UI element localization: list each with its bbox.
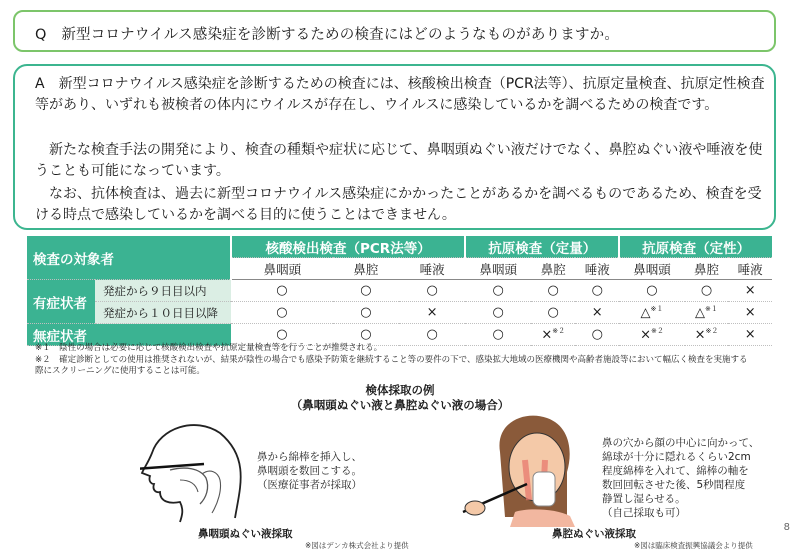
- result-cell: ○: [465, 280, 531, 302]
- row-label-within-9-days: 発症から９日目以内: [95, 280, 231, 302]
- question-box: [13, 10, 776, 52]
- caption-line: 綿球が十分に隠れるくらい2cm: [602, 451, 751, 463]
- example-subtitle: （鼻咽頭ぬぐい液と鼻腔ぬぐい液の場合）: [290, 398, 510, 412]
- subhead: 鼻腔: [531, 258, 575, 280]
- asymptomatic-header: 無症状者: [27, 324, 231, 346]
- caption-line: 静置し湿らせる。: [602, 493, 686, 505]
- footnote-ref: ※２: [552, 327, 566, 336]
- symptomatic-header: 有症状者: [27, 280, 95, 324]
- right-caption: [602, 436, 759, 520]
- left-label: 鼻咽頭ぬぐい液採取: [198, 528, 293, 540]
- subhead: 鼻咽頭: [231, 258, 333, 280]
- subhead: 鼻咽頭: [465, 258, 531, 280]
- test-type-table: [27, 236, 772, 346]
- result-cell: ×: [575, 302, 619, 324]
- table-row: [27, 302, 772, 324]
- result-cell: ○: [619, 280, 684, 302]
- result-cell: [685, 302, 729, 324]
- caption-line: 数回回転させた後、5秒間程度: [602, 479, 746, 491]
- result-cell: ○: [399, 280, 465, 302]
- subhead: 唾液: [399, 258, 465, 280]
- caption-line: 鼻から綿棒を挿入し、: [257, 451, 362, 463]
- result-cell: ○: [333, 280, 399, 302]
- result-cell: ○: [685, 280, 729, 302]
- result-mark: ×: [694, 327, 706, 343]
- caption-line: 鼻咽頭を数回こする。: [257, 465, 362, 477]
- answer-box: [13, 64, 776, 230]
- result-cell: [619, 302, 684, 324]
- result-cell: ○: [531, 302, 575, 324]
- result-cell: ○: [231, 302, 333, 324]
- right-credit: ※図は臨床検査振興協議会より提供: [634, 541, 753, 550]
- result-cell: ×: [399, 302, 465, 324]
- result-cell: ○: [575, 280, 619, 302]
- result-cell: ×: [728, 280, 772, 302]
- result-cell: ○: [231, 280, 333, 302]
- row-label-after-10-days: 発症から１０日目以降: [95, 302, 231, 324]
- page-number: 8: [783, 522, 790, 533]
- group-header-antigen-quant: 抗原検査（定量）: [465, 236, 619, 258]
- result-mark: ×: [640, 327, 651, 343]
- subhead: 鼻腔: [685, 258, 729, 280]
- subhead: 鼻咽頭: [619, 258, 684, 280]
- table-corner-header: 検査の対象者: [27, 236, 231, 280]
- left-caption: [257, 450, 362, 492]
- result-mark: △: [695, 305, 706, 321]
- answer-paragraph-2: 新たな検査手法の開発により、検査の種類や症状に応じて、鼻咽頭ぬぐい液だけでなく、鼻腔ぬぐい液や唾液を使うことも可能になっています。: [35, 142, 763, 179]
- group-header-pcr: 核酸検出検査（PCR法等）: [231, 236, 465, 258]
- result-cell: ○: [575, 324, 619, 346]
- footnote-ref: ※１: [705, 305, 718, 314]
- result-mark: △: [640, 305, 651, 321]
- result-cell: ○: [465, 324, 531, 346]
- right-label: 鼻腔ぬぐい液採取: [552, 528, 636, 540]
- result-cell: ○: [531, 280, 575, 302]
- result-mark: ×: [541, 327, 553, 343]
- left-credit: ※図はデンカ株式会社より提供: [305, 541, 409, 550]
- example-title: 検体採取の例: [365, 383, 435, 397]
- nasal-swab-illustration: [455, 412, 605, 527]
- caption-line: 鼻の穴から顔の中心に向かって、: [602, 437, 760, 449]
- question-text: Q 新型コロナウイルス感染症を診断するための検査にはどのようなものがありますか。: [35, 27, 620, 43]
- caption-line: （医療従事者が採取）: [257, 479, 362, 491]
- answer-paragraph-1: A 新型コロナウイルス感染症を診断するための検査には、核酸検出検査（PCR法等）、抗原定量検査、抗原定性検査等があり、いずれも被検者の体内にウイルスが存在し、ウイルスに感染しているかを調べるための検査です。: [35, 76, 765, 113]
- result-cell: ×: [728, 302, 772, 324]
- result-cell: ○: [465, 302, 531, 324]
- example-title-block: [290, 383, 510, 413]
- footnote-2: ※２ 確定診断としての使用は推奨されないが、結果が陰性の場合でも感染予防策を継続すること等の要件の下で、感染拡大地域の医療機関や高齢者施設等において幅広く検査を実施する際にスクリーニングに使用することは可能。: [35, 355, 748, 376]
- caption-line: 程度綿棒を入れて、綿棒の軸を: [602, 465, 749, 477]
- footnote-ref: ※２: [650, 327, 664, 336]
- footnote-ref: ※１: [650, 305, 664, 314]
- footnote-ref: ※２: [705, 327, 719, 336]
- subhead: 鼻腔: [333, 258, 399, 280]
- subhead: 唾液: [575, 258, 619, 280]
- footnote-1: ※１ 陰性の場合は必要に応じて核酸検出検査や抗原定量検査等を行うことが推奨される。: [35, 343, 383, 353]
- group-header-antigen-qual: 抗原検査（定性）: [619, 236, 772, 258]
- answer-paragraph-3: なお、抗体検査は、過去に新型コロナウイルス感染症にかかったことがあるかを調べるものであるため、検査を受ける時点で感染しているかを調べる目的に使うことはできません。: [35, 186, 762, 223]
- caption-line: （自己採取も可）: [602, 507, 686, 519]
- result-cell: ○: [333, 324, 399, 346]
- subhead: 唾液: [728, 258, 772, 280]
- nasopharyngeal-illustration: [140, 418, 260, 523]
- result-cell: ○: [399, 324, 465, 346]
- result-cell: ○: [231, 324, 333, 346]
- table-header-row: [27, 236, 772, 258]
- result-cell: ×: [728, 324, 772, 346]
- result-cell: ○: [333, 302, 399, 324]
- table-row: [27, 280, 772, 302]
